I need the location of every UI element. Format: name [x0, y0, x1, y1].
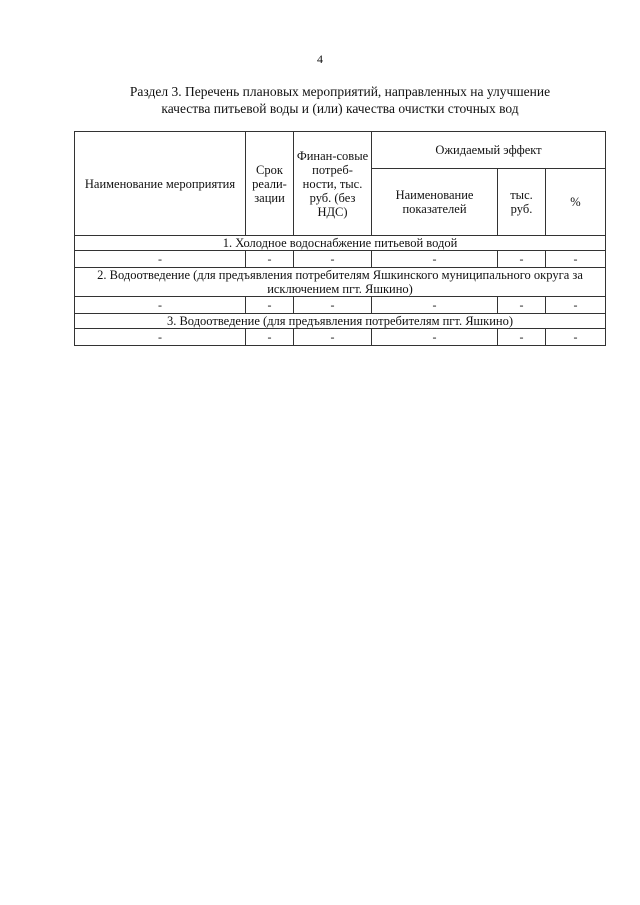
table-cell: -: [75, 297, 246, 314]
group-row-drainage-town: [75, 314, 606, 329]
table-cell: -: [294, 297, 372, 314]
header-percent: %: [546, 169, 606, 236]
header-measure-name: Наименование мероприятия: [75, 132, 246, 236]
page-number: 4: [317, 52, 323, 66]
header-indicators: Наименование показателей: [372, 169, 498, 236]
table-row: [75, 329, 606, 346]
table-row: [75, 251, 606, 268]
table-cell: -: [546, 329, 606, 346]
table-cell: -: [498, 329, 546, 346]
group-row-drainage-district: [75, 268, 606, 297]
table-cell: -: [246, 297, 294, 314]
table-cell: -: [246, 251, 294, 268]
table-cell: -: [372, 329, 498, 346]
table-cell: -: [75, 251, 246, 268]
table-cell: -: [294, 329, 372, 346]
group-title: 2. Водоотведение (для предъявления потребителям Яшкинского муниципального округа за исключением пгт. Яшкино): [75, 268, 606, 297]
group-row-cold-water: [75, 236, 606, 251]
header-term: Срок реали-зации: [246, 132, 294, 236]
table-cell: -: [498, 251, 546, 268]
group-title: 1. Холодное водоснабжение питьевой водой: [75, 236, 606, 251]
header-thousand-rub: тыс. руб.: [498, 169, 546, 236]
section-title-line-2: качества питьевой воды и (или) качества очистки сточных вод: [161, 101, 519, 116]
table-row: [75, 297, 606, 314]
table-cell: -: [498, 297, 546, 314]
planned-measures-table: [74, 131, 606, 346]
table-cell: -: [372, 297, 498, 314]
table-cell: -: [75, 329, 246, 346]
section-title-line-1: Раздел 3. Перечень плановых мероприятий, направленных на улучшение: [129, 84, 551, 99]
header-finance: Финан-совые потреб-ности, тыс. руб. (без НДС): [294, 132, 372, 236]
table-cell: -: [546, 297, 606, 314]
table-cell: -: [372, 251, 498, 268]
group-title: 3. Водоотведение (для предъявления потребителям пгт. Яшкино): [75, 314, 606, 329]
table-cell: -: [546, 251, 606, 268]
table-cell: -: [294, 251, 372, 268]
table-header-row: [75, 132, 606, 169]
header-expected-effect: Ожидаемый эффект: [372, 132, 606, 169]
section-title: [60, 83, 620, 117]
table-cell: -: [246, 329, 294, 346]
